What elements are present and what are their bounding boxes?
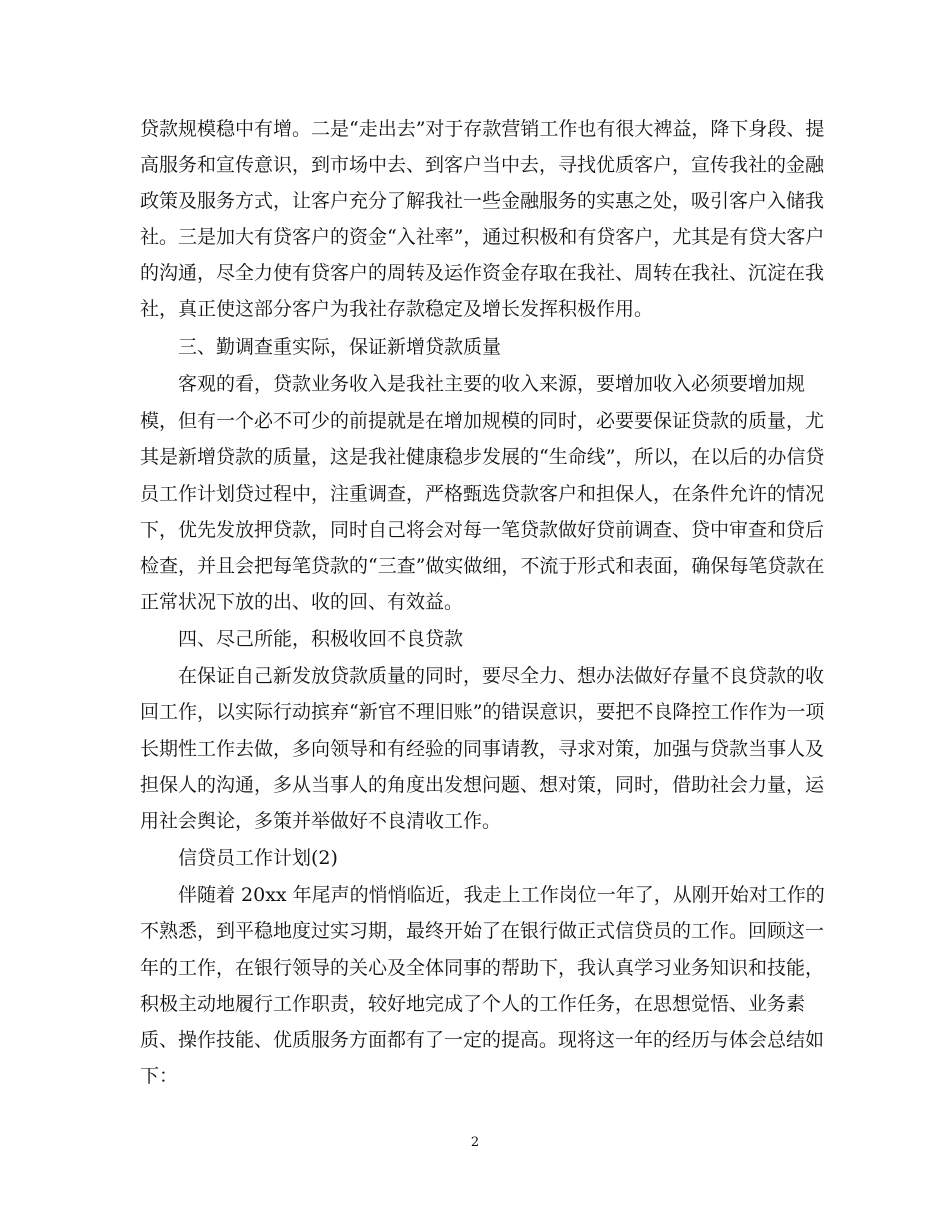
text-line: 贷款规模稳中有增。二是“走出去”对于存款营销工作也有很大裨益，降下身段、提: [140, 118, 825, 140]
text-line: 其是新增贷款的质量，这是我社健康稳步发展的“生命线”，所以，在以后的办信贷: [140, 446, 825, 468]
text-line: 的沟通，尽全力使有贷客户的周转及运作资金存取在我社、周转在我社、沉淀在我: [140, 262, 825, 284]
text-line: 高服务和宣传意识，到市场中去、到客户当中去，寻找优质客户，宣传我社的金融: [140, 154, 825, 176]
section-heading: 三、勤调查重实际，保证新增贷款质量: [178, 336, 502, 358]
text-line: 下，优先发放押贷款，同时自己将会对每一笔贷款做好贷前调查、贷中审查和贷后: [140, 519, 825, 541]
text-line: 政策及服务方式，让客户充分了解我社一些金融服务的实惠之处，吸引客户入储我: [140, 190, 825, 212]
text-line: 社。三是加大有贷客户的资金“入社率”，通过积极和有贷客户，尤其是有贷大客户: [140, 226, 825, 248]
text-line: 伴随着 20xx 年尾声的悄悄临近，我走上工作岗位一年了，从刚开始对工作的: [178, 884, 825, 906]
text-line: 积极主动地履行工作职责，较好地完成了个人的工作任务，在思想觉悟、业务素: [140, 993, 806, 1015]
text-line: 担保人的沟通，多从当事人的角度出发想问题、想对策，同时，借助社会力量，运: [140, 774, 825, 796]
text-line: 模，但有一个必不可少的前提就是在增加规模的同时，必要要保证贷款的质量，尤: [140, 410, 825, 432]
text-line: 用社会舆论，多策并举做好不良清收工作。: [140, 810, 502, 832]
text-line: 回工作，以实际行动摈弃“新官不理旧账”的错误意识，要把不良降控工作作为一项: [140, 701, 825, 723]
text-line: 下：: [140, 1065, 179, 1087]
section-heading: 四、尽己所能，积极收回不良贷款: [178, 628, 464, 650]
text-line: 质、操作技能、优质服务方面都有了一定的提高。现将这一年的经历与体会总结如: [140, 1029, 825, 1051]
text-line: 在保证自己新发放贷款质量的同时，要尽全力、想办法做好存量不良贷款的收: [178, 665, 825, 687]
text-line: 检查，并且会把每笔贷款的“三查”做实做细，不流于形式和表面，确保每笔贷款在: [140, 555, 825, 577]
text-line: 年的工作，在银行领导的关心及全体同事的帮助下，我认真学习业务知识和技能，: [140, 957, 825, 979]
text-line: 社，真正使这部分客户为我社存款稳定及增长发挥积极作用。: [140, 298, 654, 320]
text-line: 员工作计划贷过程中，注重调查，严格甄选贷款客户和担保人，在条件允许的情况: [140, 483, 825, 505]
page-number: 2: [470, 1135, 480, 1150]
text-line: 不熟悉，到平稳地度过实习期，最终开始了在银行做正式信贷员的工作。回顾这一: [140, 920, 825, 942]
text-line: 客观的看，贷款业务收入是我社主要的收入来源，要增加收入必须要增加规: [178, 373, 806, 395]
text-line: 长期性工作去做，多向领导和有经验的同事请教，寻求对策，加强与贷款当事人及: [140, 738, 825, 760]
text-line: 正常状况下放的出、收的回、有效益。: [140, 591, 464, 613]
section-heading: 信贷员工作计划(2): [178, 847, 338, 869]
